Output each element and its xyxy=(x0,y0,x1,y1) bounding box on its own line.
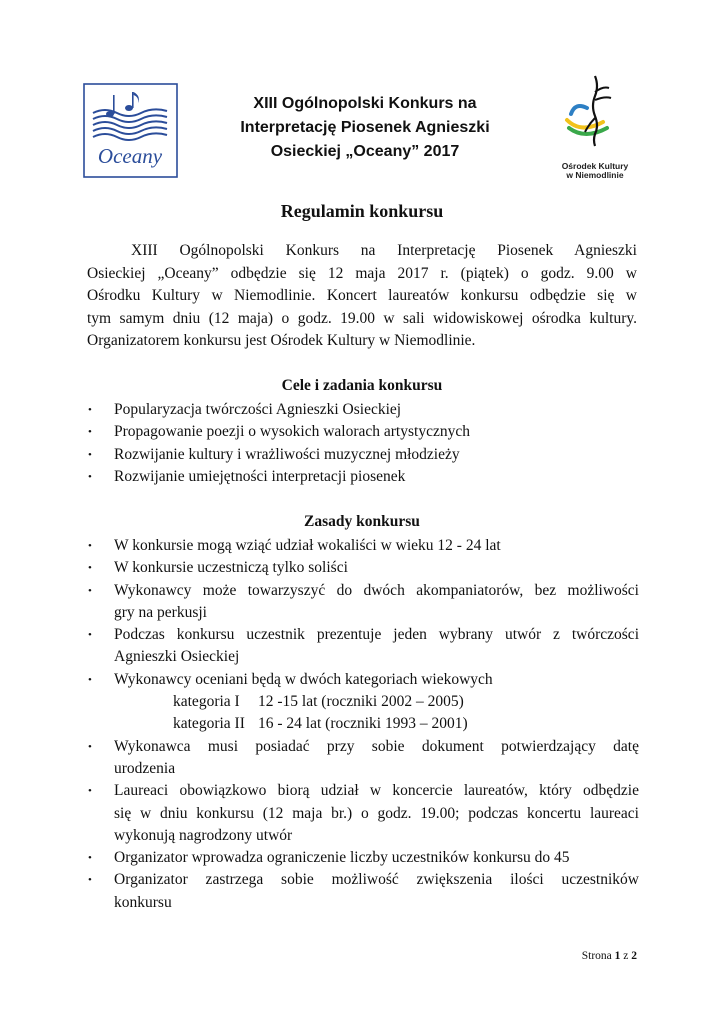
list-item xyxy=(87,535,639,557)
bullet-icon: • xyxy=(88,470,92,483)
rule-text: Wykonawca musi posiadać przy sobie dokument potwierdzający datę xyxy=(114,737,639,755)
rule-text: urodzenia xyxy=(114,759,176,777)
rule-text: Organizator zastrzega sobie możliwość zwiększenia ilości uczestników xyxy=(114,871,639,889)
rule-text: Wykonawcy oceniani będą w dwóch kategoriach wiekowych xyxy=(114,670,493,688)
osrodek-kultury-label-1: Ośrodek Kultury xyxy=(561,161,629,171)
osrodek-kultury-label-2: w Niemodlinie xyxy=(566,170,624,180)
header-title-line-2: Interpretację Piosenek Agnieszki xyxy=(240,119,490,136)
rule-text: Agnieszki Osieckiej xyxy=(114,648,240,666)
oceany-logo xyxy=(83,83,178,178)
bullet-icon: • xyxy=(88,540,92,552)
list-item xyxy=(87,399,639,421)
header-title-line-3: Osieckiej „Oceany” 2017 xyxy=(270,143,460,160)
rule-text: W konkursie mogą wziąć udział wokaliści w wieku 12 - 24 lat xyxy=(114,537,501,554)
list-item xyxy=(87,421,639,443)
dancer-figure-icon xyxy=(555,74,635,154)
rule-text: się w dniu konkursu (12 maja br.) o godz. 19.00; podczas koncertu laureaci xyxy=(114,804,639,822)
rule-text: gry na perkusji xyxy=(114,603,207,621)
intro-line-3: Ośrodku Kultury w Niemodlinie. Koncert laureatów konkursu odbędzie się w xyxy=(87,287,637,304)
document-title: Regulamin konkursu xyxy=(280,201,444,221)
header-title-line-1: XIII Ogólnopolski Konkurs na xyxy=(253,95,477,112)
rule-text: Organizator wprowadza ograniczenie liczby uczestników konkursu do 45 xyxy=(114,849,570,867)
goals-title: Cele i zadania konkursu xyxy=(281,377,443,394)
bullet-icon: • xyxy=(88,426,92,439)
list-item xyxy=(87,557,639,579)
bullet-icon: • xyxy=(88,562,92,575)
list-item xyxy=(87,669,639,736)
list-item xyxy=(87,466,639,488)
bullet-icon: • xyxy=(88,740,92,753)
rules-list xyxy=(87,535,639,914)
page-label: Strona xyxy=(581,950,612,962)
page-current: 1 xyxy=(614,950,621,962)
category-name: kategoria I xyxy=(173,693,240,711)
rule-text: Laureaci obowiązkowo biorą udział w koncercie laureatów, który odbędzie xyxy=(114,782,639,800)
list-item xyxy=(87,736,639,781)
header-title xyxy=(205,92,525,164)
bullet-icon: • xyxy=(88,584,92,597)
intro-paragraph xyxy=(87,240,637,353)
list-item xyxy=(87,580,639,625)
bullet-icon: • xyxy=(88,874,92,887)
rule-text: Podczas konkursu uczestnik prezentuje jeden wybrany utwór z twórczości xyxy=(114,626,639,644)
rule-text: Wykonawcy może towarzyszyć do dwóch akompaniatorów, bez możliwości xyxy=(114,581,639,599)
bullet-icon: • xyxy=(88,629,92,642)
bullet-icon: • xyxy=(88,852,92,865)
category-name: kategoria II xyxy=(173,715,245,733)
goal-text: Propagowanie poezji o wysokich walorach artystycznych xyxy=(114,423,470,441)
list-item xyxy=(87,847,639,869)
rule-text: konkursu xyxy=(114,893,172,911)
page-total: 2 xyxy=(631,950,637,962)
oceany-logo-text: Oceany xyxy=(97,144,163,168)
bullet-icon: • xyxy=(88,785,92,798)
rule-text: W konkursie uczestniczą tylko soliści xyxy=(114,559,348,577)
list-item xyxy=(87,624,639,669)
bullet-icon: • xyxy=(88,404,92,416)
category-range: 16 - 24 lat (roczniki 1993 – 2001) xyxy=(258,715,468,733)
list-item xyxy=(87,869,639,914)
rules-title: Zasady konkursu xyxy=(304,513,420,530)
list-item xyxy=(87,780,639,847)
page-number xyxy=(582,950,637,962)
goal-text: Popularyzacja twórczości Agnieszki Osieckiej xyxy=(114,401,402,418)
intro-line-1: XIII Ogólnopolski Konkurs na Interpretację Piosenek Agnieszki xyxy=(131,242,637,259)
bullet-icon: • xyxy=(88,448,92,461)
intro-line-2: Osieckiej „Oceany” odbędzie się 12 maja 2017 r. (piątek) o godz. 9.00 w xyxy=(87,264,637,282)
osrodek-kultury-logo xyxy=(555,74,635,184)
goal-text: Rozwijanie kultury i wrażliwości muzycznej młodzieży xyxy=(114,445,460,463)
goals-list xyxy=(87,399,639,488)
bullet-icon: • xyxy=(88,673,92,686)
list-item xyxy=(87,444,639,466)
category-row xyxy=(114,713,639,735)
category-row xyxy=(114,691,639,713)
oceany-logo-graphic xyxy=(83,83,178,178)
intro-line-4: tym samym dniu (12 maja) o godz. 19.00 w sali widowiskowej ośrodka kultury. xyxy=(87,309,637,327)
rule-text: wykonują nagrodzony utwór xyxy=(114,826,293,844)
category-range: 12 -15 lat (roczniki 2002 – 2005) xyxy=(258,693,464,711)
intro-line-5: Organizatorem konkursu jest Ośrodek Kultury w Niemodlinie. xyxy=(87,332,476,349)
goal-text: Rozwijanie umiejętności interpretacji piosenek xyxy=(114,467,406,485)
page-separator: z xyxy=(623,950,629,962)
